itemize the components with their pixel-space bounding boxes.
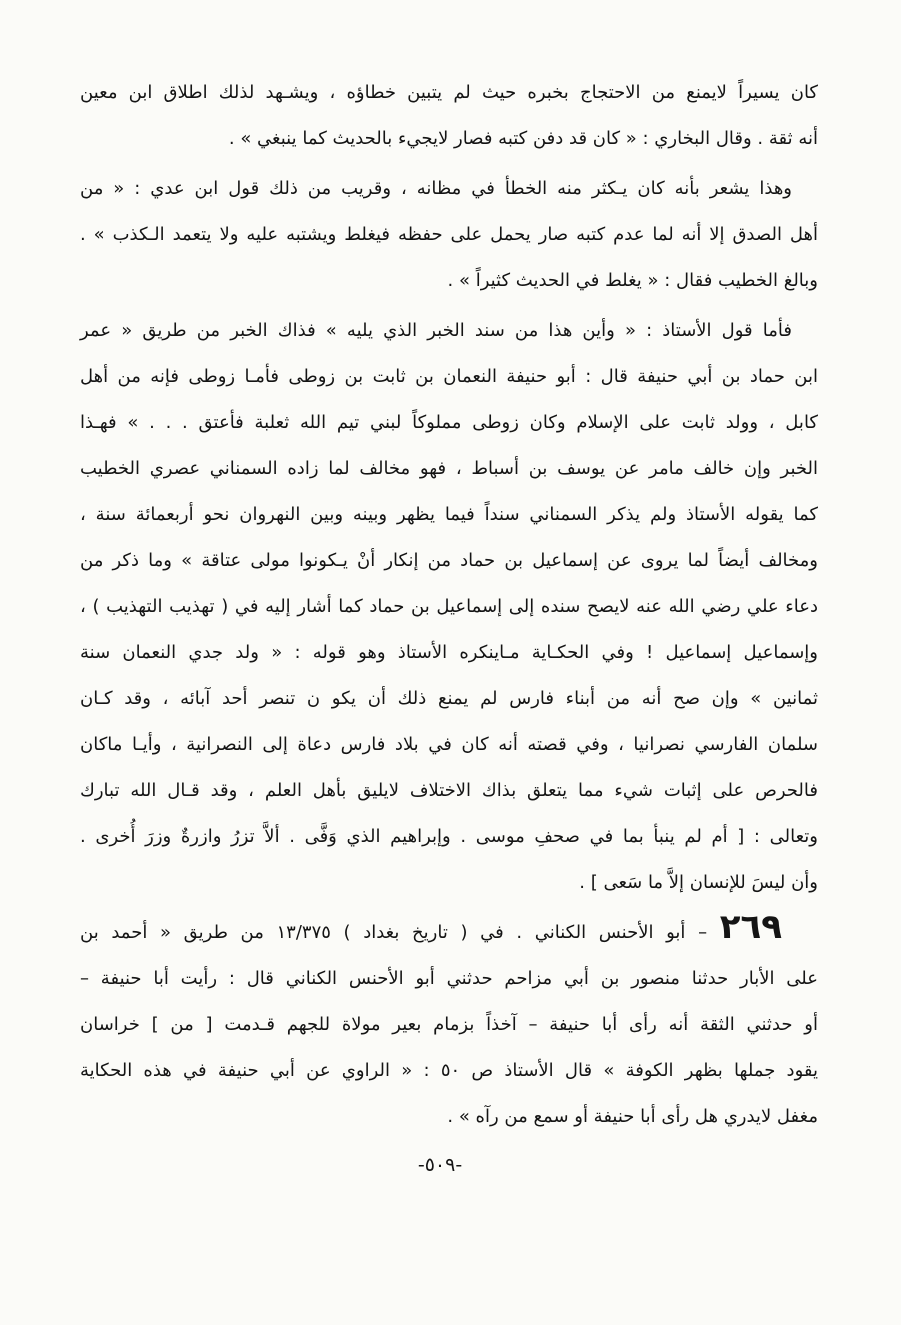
text-line: ثمانين » وإن صح أنه من أبناء فارس لم يمنع ذلك أن يكو ن تنصر أحد آبائه ، وقد كـان [80, 688, 818, 709]
paragraph-continued [80, 70, 818, 162]
text-line: كابل ، وولد ثابت على الإسلام وكان زوطى مملوكاً لبني تيم الله ثعلبة فأعتق . . . » فهـذا [80, 412, 818, 433]
text-line: فالحرص على إثبات شيء مما يتعلق بذاك الاختلاف لايليق بأهل العلم ، وقد قـال الله تبارك [80, 780, 818, 801]
entry-number: ٢٦٩ [719, 907, 782, 947]
paragraph [80, 166, 818, 304]
text-line: وتعالى : [ أم لم ينبأ بما في صحفِ موسى . وإبراهيم الذي وَفَّى . ألاَّ تزرُ وازرةٌ وزرَ أُخرى . [80, 826, 818, 847]
text-line: كما يقوله الأستاذ ولم يذكر السمناني سنداً فيما يظهر وبينه وبين النهروان نحو أربعمائة سنة ، [80, 504, 818, 525]
text-line: كان يسيراً لايمنع من الاحتجاج بخبره حيث لم يتبين خطاؤه ، ويشـهد لذلك اطلاق ابن معين [80, 82, 818, 103]
text-line: سلمان الفارسي نصرانيا ، وفي قصته أنه كان في بلاد فارس دعاة إلى النصرانية ، وأيـا ماكان [80, 734, 818, 755]
text-line: وبالغ الخطيب فقال : « يغلط في الحديث كثيراً » . [447, 270, 818, 291]
text-line: الخبر وإن خالف مامر عن يوسف بن أسباط ، فهو مخالف لما زاده السمناني عصري الخطيب [80, 458, 818, 479]
text-line: يقود جملها بظهر الكوفة » قال الأستاذ ص ٥٠ : « الراوي عن أبي حنيفة في هذه الحكاية [80, 1060, 818, 1081]
text-line: أنه ثقة . وقال البخاري : « كان قد دفن كتبه فصار لايجيء بالحديث كما ينبغي » . [228, 128, 818, 149]
page-number: -٥٠٩- [417, 1154, 463, 1176]
text-line: مغفل لايدري هل رأى أبا حنيفة أو سمع من رآه » . [447, 1106, 818, 1127]
paragraph [80, 308, 818, 906]
text-line: وهذا يشعر بأنه كان يـكثر منه الخطأ في مظانه ، وقريب من ذلك قول ابن عدي : « من [80, 178, 792, 199]
text-line: فأما قول الأستاذ : « وأين هذا من سند الخبر الذي يليه » فذاك الخبر من طريق « عمر [80, 320, 792, 341]
text-line: وأن ليسَ للإنسان إلاَّ ما سَعى ] . [579, 872, 818, 893]
text-line: وإسماعيل إسماعيل ! وفي الحكـاية مـاينكره الأستاذ وهو قوله : « ولد جدي النعمان سنة [80, 642, 818, 663]
entry-heading [80, 907, 818, 956]
text-line: دعاء علي رضي الله عنه لايصح سنده إلى إسماعيل بن حماد كما أشار إليه في ( تهذيب التهذيب ) ، [80, 596, 818, 617]
entry-269 [80, 907, 818, 1140]
text-line: ومخالف أيضاً لما يروى عن إسماعيل بن حماد من إنكار أنْ يـكونوا مولى عتاقة » وما ذكر من [80, 550, 818, 571]
text-line: على الأبار حدثنا منصور بن أبي مزاحم حدثني أبو الأحنس الكناني قال : رأيت أبا حنيفة – [80, 968, 818, 989]
text-line: ابن حماد بن أبي حنيفة قال : أبو حنيفة النعمان بن ثابت بن زوطى فأمـا زوطى فإنه من أهل [80, 366, 818, 387]
text-block [80, 70, 818, 1140]
entry-heading-text: – أبو الأحنس الكناني . في ( تاريخ بغداد ) ١٣/٣٧٥ من طريق « أحمد بن [80, 922, 720, 943]
text-line: أهل الصدق إلا أنه لما عدم كتبه صار يحمل على حفظه فيغلط ويشتبه عليه ولا يتعمد الـكذب » . [80, 224, 818, 245]
text-line: أو حدثني الثقة أنه رأى أبا حنيفة – آخذاً بزمام بعير مولاة للجهم قـدمت [ من ] خراسان [80, 1014, 818, 1035]
